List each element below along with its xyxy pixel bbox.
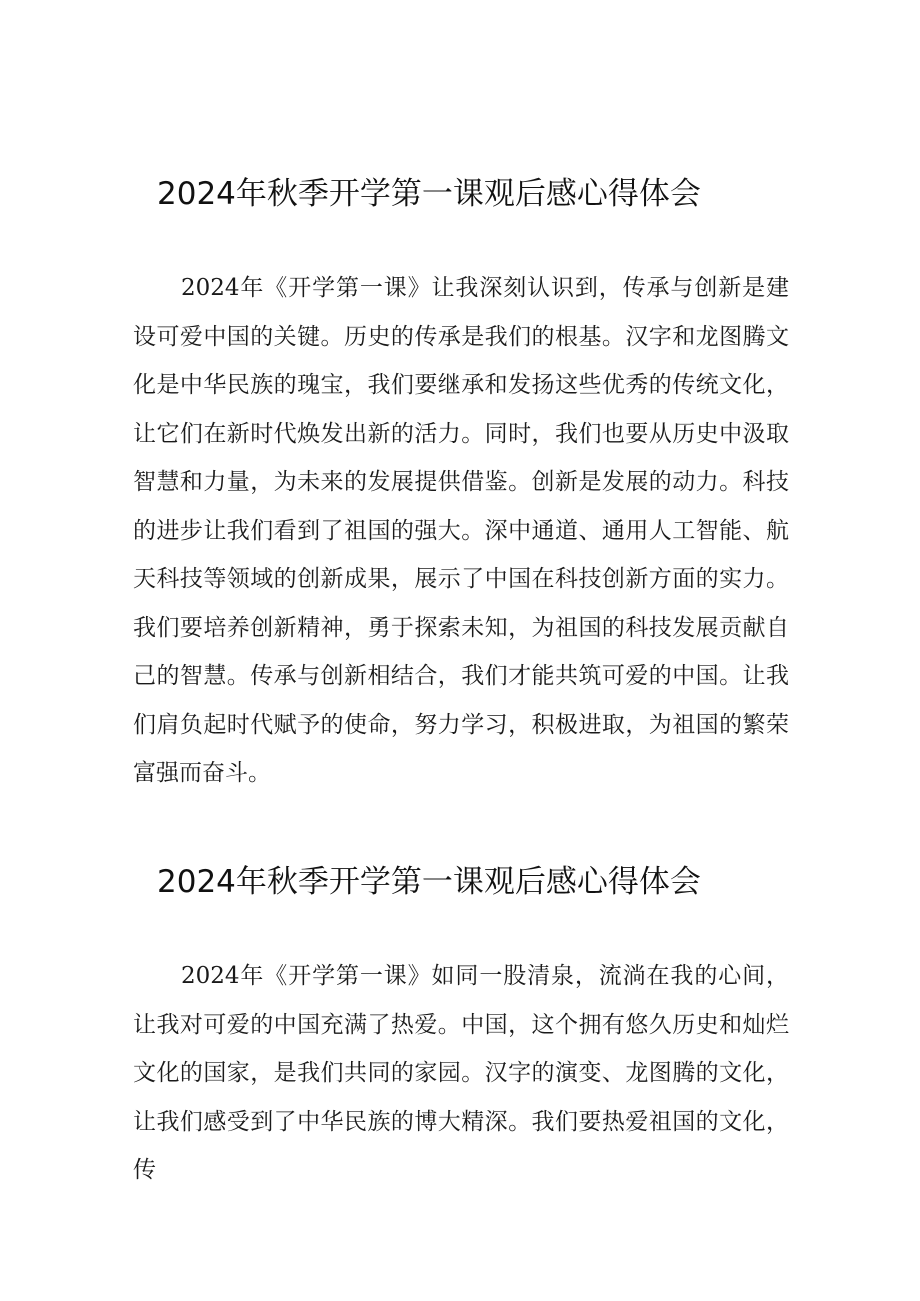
essay-paragraph-2: 2024年《开学第一课》如同一股清泉，流淌在我的心间，让我对可爱的中国充满了热爱。中国，这个拥有悠久历史和灿烂文化的国家，是我们共同的家园。汉字的演变、龙图腾的文化，让我们感受到了中华民族的博大精深。我们要热爱祖国的文化，传 xyxy=(133,963,789,1183)
essay-title-1: 2024年秋季开学第一课观后感心得体会 xyxy=(157,176,701,212)
essay-title-2: 2024年秋季开学第一课观后感心得体会 xyxy=(157,864,701,900)
essay-paragraph-1: 2024年《开学第一课》让我深刻认识到，传承与创新是建设可爱中国的关键。历史的传承是我们的根基。汉字和龙图腾文化是中华民族的瑰宝，我们要继承和发扬这些优秀的传统文化，让它们在新时代焕发出新的活力。同时，我们也要从历史中汲取智慧和力量，为未来的发展提供借鉴。创新是发展的动力。科技的进步让我们看到了祖国的强大。深中通道、通用人工智能、航天科技等领域的创新成果，展示了中国在科技创新方面的实力。我们要培养创新精神，勇于探索未知，为祖国的科技发展贡献自己的智慧。传承与创新相结合，我们才能共筑可爱的中国。让我们肩负起时代赋予的使命，努力学习，积极进取，为祖国的繁荣富强而奋斗。 xyxy=(133,275,789,786)
